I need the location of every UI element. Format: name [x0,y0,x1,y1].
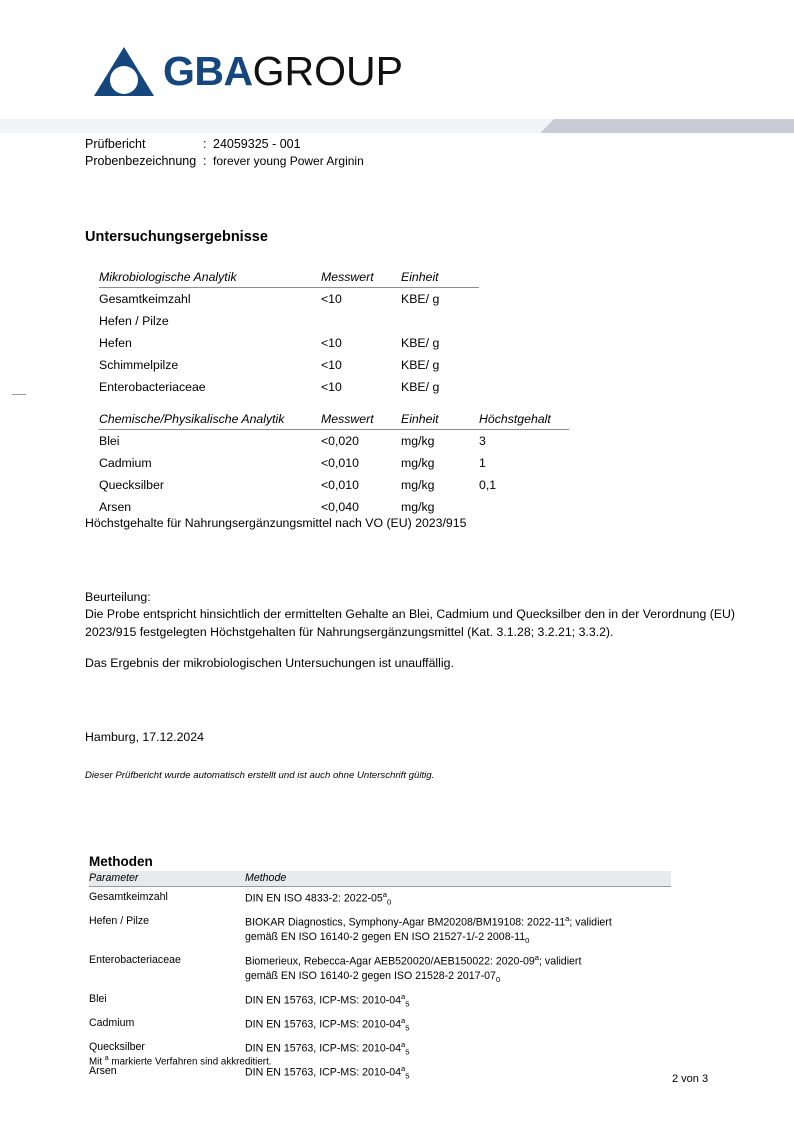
max-level-note: Höchstgehalte für Nahrungsergänzungsmittel nach VO (EU) 2023/915 [85,516,467,530]
table-row [89,887,671,912]
report-number-label: Prüfbericht [85,137,146,151]
cell-value: <10 [321,292,342,306]
cell-value: <10 [321,336,342,350]
cell-unit [401,310,479,332]
table-row [99,430,569,453]
table-row [99,496,569,518]
column-header-value: Messwert [321,270,374,284]
table-row [99,354,479,376]
meta-row-report-number [85,137,364,151]
report-meta [85,137,364,168]
logo-wordmark [163,48,403,94]
table-row [89,989,671,1013]
banner-right-stripe [540,119,794,133]
cell-parameter: Arsen [89,1065,117,1078]
cell-value: <0,010 [321,456,359,470]
table-header-row [89,871,671,887]
table-header-row [99,270,479,288]
column-header-parameter: Mikrobiologische Analytik [99,270,237,284]
cell-max-level [479,496,569,518]
meta-row-sample-name [85,154,364,168]
column-header-value: Messwert [321,412,374,426]
cell-value: <10 [321,380,342,394]
place-and-date: Hamburg, 17.12.2024 [85,730,204,744]
gba-group-logo [93,45,403,98]
table-row [99,452,569,474]
table-row [89,911,671,950]
sample-name-value: forever young Power Arginin [213,154,364,168]
accreditation-note-marker: a [104,1055,109,1062]
report-number-colon: : [203,137,207,151]
cell-method: DIN EN 15763, ICP-MS: $2010-04^a_5$ [245,1015,410,1033]
table-row [99,474,569,496]
sample-name-colon: : [203,154,207,168]
assessment-section [85,589,763,673]
cell-parameter: Blei [89,992,107,1005]
table-row [99,376,479,398]
cell-unit: mg/kg [401,478,435,492]
table-row [89,1013,671,1037]
banner-left-stripe [0,119,560,133]
table-row [99,332,479,354]
table-row [99,288,479,311]
accreditation-note-pre: Mit [89,1056,105,1068]
cell-value [321,310,401,332]
cell-method: BIOKAR Diagnostics, Symphony-Agar BM20208/BM19108: 2022-11$^a$; validiert gemäß EN ISO 16140-2 gegen EN ISO 21527-1/-2 $2008-11_0$ [245,914,612,946]
report-number-value: 24059325 - 001 [213,137,301,151]
auto-generated-note: Dieser Prüfbericht wurde automatisch erstellt und ist auch ohne Unterschrift gültig. [85,770,435,781]
cell-parameter: Quecksilber [99,478,164,492]
cell-max-level: 3 [479,434,486,448]
cell-parameter: Hefen / Pilze [89,915,150,928]
chemistry-results-table [99,412,569,518]
logo-wordmark-bold: GBA [163,48,253,94]
cell-method: DIN EN 15763, ICP-MS: $2010-04^a_5$ [245,1064,410,1081]
table-row [89,950,671,989]
accreditation-note [89,1055,272,1067]
cell-max-level: 1 [479,456,486,470]
cell-parameter: Cadmium [89,1016,135,1029]
cell-max-level: 0,1 [479,478,497,492]
sample-name-label: Probenbezeichnung [85,154,197,168]
cell-method: DIN EN 15763, ICP-MS: $2010-04^a_5$ [245,1040,410,1057]
cell-parameter: Hefen / Pilze [99,314,169,328]
cell-method: DIN EN 15763, ICP-MS: $2010-04^a_5$ [245,991,410,1009]
cell-unit: mg/kg [401,434,435,448]
cell-method: Biomerieux, Rebecca-Agar AEB520020/AEB150022: 2020-09$^a$; validiert gemäß EN ISO 16140-2 gegen ISO 21528-2 $2017-07_0$ [245,952,582,985]
methods-heading: Methoden [89,854,153,869]
cell-parameter: Quecksilber [89,1041,145,1053]
assessment-paragraph-1: Die Probe entspricht hinsichtlich der ermittelten Gehalte an Blei, Cadmium und Quecksilber den in der Verordnung (EU) 2023/915 festgelegten Höchstgehalten für Nahrungsergänzungsmittel (Kat. 3.1.28; 3.2.21; 3.3.2). [85,607,736,639]
results-heading: Untersuchungsergebnisse [85,229,268,245]
column-header-unit: Einheit [401,270,439,284]
column-header-method: Methode [245,872,287,884]
methods-table [89,871,671,1085]
logo-wordmark-light: GROUP [252,48,403,94]
cell-method: DIN EN ISO 4833-2: $2022-05^a_0$ [245,890,392,907]
cell-parameter: Schimmelpilze [99,358,179,372]
column-header-parameter: Parameter [89,872,139,884]
cell-parameter: Hefen [99,336,132,350]
cell-value: <0,040 [321,500,359,514]
cell-parameter: Enterobacteriaceae [89,953,181,966]
cell-parameter: Gesamtkeimzahl [89,891,168,903]
microbiology-results-table [99,270,479,398]
cell-parameter: Cadmium [99,456,152,470]
cell-parameter: Arsen [99,500,132,514]
left-margin-tick [12,394,26,395]
column-header-parameter: Chemische/Physikalische Analytik [99,412,285,426]
cell-value: <0,010 [321,478,359,492]
cell-unit: mg/kg [401,456,435,470]
page-number: 2 von 3 [672,1073,709,1085]
cell-unit: KBE/ g [401,358,440,372]
cell-unit: KBE/ g [401,336,440,350]
accreditation-note-post: markierte Verfahren sind akkreditiert. [108,1056,272,1068]
cell-unit: KBE/ g [401,380,440,394]
assessment-label: Beurteilung: [85,590,151,604]
table-row [99,310,479,332]
cell-unit: KBE/ g [401,292,440,306]
cell-parameter: Gesamtkeimzahl [99,292,191,306]
gba-triangle-logo-icon [93,45,155,98]
cell-value: <0,020 [321,434,359,448]
table-header-row [99,412,569,430]
cell-parameter: Blei [99,434,120,448]
assessment-paragraph-2: Das Ergebnis der mikrobiologischen Untersuchungen ist unauffällig. [85,656,454,671]
cell-value: <10 [321,358,342,372]
cell-unit: mg/kg [401,500,435,514]
header-banner [0,119,794,133]
column-header-max-level: Höchstgehalt [479,412,551,426]
assessment-spacer [85,641,763,655]
column-header-unit: Einheit [401,412,439,426]
cell-parameter: Enterobacteriaceae [99,380,206,394]
